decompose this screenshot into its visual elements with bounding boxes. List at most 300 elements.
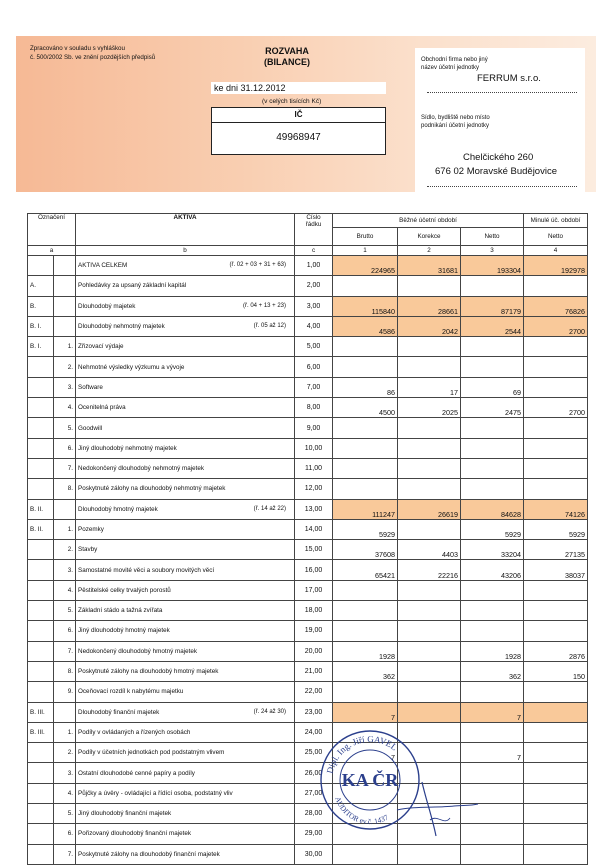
row-number: 10,00	[295, 438, 333, 458]
row-number: 18,00	[295, 601, 333, 621]
row-item-number	[54, 296, 76, 316]
row-label	[76, 296, 295, 316]
row-item-number: 6.	[54, 824, 76, 844]
row-label	[76, 540, 295, 560]
row-number: 22,00	[295, 682, 333, 702]
row-netto-prev	[524, 763, 588, 783]
row-korekce: 2042	[398, 316, 461, 336]
row-name: Podíly v účetních jednotkách pod podstatným vlivem	[78, 749, 225, 757]
row-label	[76, 276, 295, 296]
firm-name-label	[421, 56, 488, 72]
row-brutto	[333, 276, 398, 296]
row-korekce	[398, 621, 461, 641]
row-item-number: 3.	[54, 560, 76, 580]
row-label	[76, 398, 295, 418]
row-label	[76, 418, 295, 438]
row-label	[76, 763, 295, 783]
row-name: Zřizovací výdaje	[78, 343, 124, 351]
table-row	[28, 438, 588, 458]
row-netto-prev: 2700	[524, 398, 588, 418]
row-name: Dlouhodobý hmotný majetek	[78, 505, 158, 513]
table-row	[28, 560, 588, 580]
row-netto-prev	[524, 377, 588, 397]
row-name: Samostatné movité věci a soubory movitých věcí	[78, 566, 215, 574]
row-netto-prev	[524, 580, 588, 600]
row-number: 21,00	[295, 661, 333, 681]
row-code	[28, 763, 54, 783]
row-number: 26,00	[295, 763, 333, 783]
row-label	[76, 256, 295, 276]
row-netto	[461, 418, 524, 438]
row-korekce	[398, 276, 461, 296]
row-netto	[461, 357, 524, 377]
row-code	[28, 418, 54, 438]
row-code	[28, 661, 54, 681]
row-korekce	[398, 438, 461, 458]
row-item-number: 3.	[54, 377, 76, 397]
row-item-number: 5.	[54, 418, 76, 438]
row-netto	[461, 682, 524, 702]
row-item-number: 2.	[54, 357, 76, 377]
col-korekce-header: Korekce	[398, 228, 461, 246]
row-item-number: 9.	[54, 682, 76, 702]
row-name: Půjčky a úvěry - ovládající a řídící osoba, podstatný vliv	[78, 789, 233, 797]
row-name: Goodwill	[78, 424, 103, 432]
row-code	[28, 357, 54, 377]
col-cislo-header	[295, 214, 333, 246]
row-label	[76, 316, 295, 336]
row-code	[28, 256, 54, 276]
row-netto	[461, 601, 524, 621]
row-item-number: 4.	[54, 783, 76, 803]
row-number: 4,00	[295, 316, 333, 336]
table-row	[28, 763, 588, 783]
row-brutto	[333, 621, 398, 641]
row-number: 20,00	[295, 641, 333, 661]
row-number: 28,00	[295, 804, 333, 824]
row-name: Stavby	[78, 546, 98, 554]
row-item-number	[54, 256, 76, 276]
row-netto	[461, 580, 524, 600]
row-label	[76, 560, 295, 580]
row-formula: (ř. 24 až 30)	[253, 708, 287, 715]
row-number: 2,00	[295, 276, 333, 296]
row-korekce	[398, 519, 461, 539]
assets-table	[27, 213, 588, 865]
col-3-number: 3	[461, 246, 524, 256]
row-brutto	[333, 580, 398, 600]
row-brutto	[333, 844, 398, 864]
row-label	[76, 499, 295, 519]
firm-name-dotted-line	[427, 92, 577, 93]
regulation-note-line-2: č. 500/2002 Sb. ve znění pozdějších předpisů	[30, 54, 156, 61]
table-row	[28, 499, 588, 519]
row-code: B. I.	[28, 337, 54, 357]
row-brutto: 224965	[333, 256, 398, 276]
row-item-number: 3.	[54, 763, 76, 783]
row-label	[76, 357, 295, 377]
row-code	[28, 824, 54, 844]
table-row	[28, 601, 588, 621]
row-netto-prev	[524, 438, 588, 458]
col-4-number: 4	[524, 246, 588, 256]
row-item-number: 6.	[54, 438, 76, 458]
row-korekce	[398, 601, 461, 621]
row-number: 16,00	[295, 560, 333, 580]
row-brutto: 1928	[333, 641, 398, 661]
row-netto-prev	[524, 824, 588, 844]
firm-seat-label-line-1: Sídlo, bydliště nebo místo	[421, 115, 490, 121]
row-netto-prev	[524, 601, 588, 621]
row-item-number: 7.	[54, 641, 76, 661]
row-korekce	[398, 702, 461, 722]
table-row	[28, 661, 588, 681]
row-netto-prev: 150	[524, 661, 588, 681]
row-name: Pěstitelské celky trvalých porostů	[78, 586, 171, 594]
table-row	[28, 743, 588, 763]
row-name: Nehmotné výsledky výzkumu a vývoje	[78, 363, 185, 371]
title-line-2: (BILANCE)	[264, 57, 310, 67]
row-label	[76, 682, 295, 702]
table-row	[28, 722, 588, 742]
regulation-note-line-1: Zpracováno v souladu s vyhláškou	[30, 45, 125, 52]
row-korekce: 2025	[398, 398, 461, 418]
table-row	[28, 418, 588, 438]
table-row	[28, 783, 588, 803]
row-netto	[461, 621, 524, 641]
row-netto-prev: 5929	[524, 519, 588, 539]
row-number: 27,00	[295, 783, 333, 803]
row-netto-prev: 27135	[524, 540, 588, 560]
row-label	[76, 601, 295, 621]
row-name: Poskytnuté zálohy na dlouhodobý hmotný majetek	[78, 668, 219, 676]
row-brutto	[333, 682, 398, 702]
row-code: B. II.	[28, 499, 54, 519]
row-korekce	[398, 479, 461, 499]
row-label	[76, 641, 295, 661]
firm-name-label-line-1: Obchodní firma nebo jiný	[421, 57, 488, 63]
row-number: 5,00	[295, 337, 333, 357]
table-body	[28, 256, 588, 865]
row-label	[76, 804, 295, 824]
table-row	[28, 519, 588, 539]
row-code	[28, 560, 54, 580]
table-row	[28, 540, 588, 560]
firm-info-box	[415, 48, 585, 196]
row-netto-prev	[524, 337, 588, 357]
row-brutto	[333, 357, 398, 377]
row-number: 13,00	[295, 499, 333, 519]
row-number: 1,00	[295, 256, 333, 276]
row-netto: 43206	[461, 560, 524, 580]
title-line-1: ROZVAHA	[265, 46, 309, 56]
row-netto-prev	[524, 621, 588, 641]
row-item-number: 5.	[54, 804, 76, 824]
row-netto-prev	[524, 844, 588, 864]
firm-name: FERRUM s.r.o.	[477, 73, 541, 84]
row-netto-prev	[524, 357, 588, 377]
firm-seat-label	[421, 114, 490, 130]
row-netto-prev: 192978	[524, 256, 588, 276]
row-label	[76, 621, 295, 641]
row-label	[76, 377, 295, 397]
row-brutto: 362	[333, 661, 398, 681]
row-name: Poskytnuté zálohy na dlouhodobý nehmotný majetek	[78, 485, 226, 493]
row-netto	[461, 479, 524, 499]
row-code	[28, 438, 54, 458]
row-label	[76, 479, 295, 499]
table-row	[28, 316, 588, 336]
row-netto: 2544	[461, 316, 524, 336]
row-netto	[461, 438, 524, 458]
row-name: Dlouhodobý majetek	[78, 302, 136, 310]
row-netto-prev	[524, 743, 588, 763]
row-brutto: 37608	[333, 540, 398, 560]
row-netto: 33204	[461, 540, 524, 560]
row-name: Dlouhodobý finanční majetek	[78, 708, 160, 716]
col-aktiva-header: AKTIVA	[76, 214, 295, 246]
row-item-number: 2.	[54, 743, 76, 763]
table-row	[28, 357, 588, 377]
row-name: Pozemky	[78, 526, 104, 533]
row-brutto	[333, 601, 398, 621]
row-korekce: 26619	[398, 499, 461, 519]
firm-name-label-line-2: název účetní jednotky	[421, 65, 480, 71]
table-row	[28, 377, 588, 397]
row-number: 8,00	[295, 398, 333, 418]
row-korekce	[398, 337, 461, 357]
row-korekce	[398, 580, 461, 600]
col-2-number: 2	[398, 246, 461, 256]
row-code	[28, 743, 54, 763]
table-row	[28, 702, 588, 722]
row-code	[28, 621, 54, 641]
row-netto: 87179	[461, 296, 524, 316]
row-number: 19,00	[295, 621, 333, 641]
stamp-name: Dipl. Ing. Jiří GAVEL	[324, 733, 400, 775]
row-label	[76, 783, 295, 803]
row-brutto: 86	[333, 377, 398, 397]
row-netto-prev	[524, 682, 588, 702]
row-korekce	[398, 844, 461, 864]
row-code	[28, 804, 54, 824]
row-name: Základní stádo a tažná zvířata	[78, 607, 163, 615]
ic-label: IČ	[212, 108, 385, 123]
col-brutto-header: Brutto	[333, 228, 398, 246]
row-item-number	[54, 499, 76, 519]
table-row	[28, 479, 588, 499]
row-number: 23,00	[295, 702, 333, 722]
col-minule-header: Minulé úč. období	[524, 214, 588, 228]
row-code: B. I.	[28, 316, 54, 336]
regulation-note	[30, 44, 155, 62]
row-brutto: 4586	[333, 316, 398, 336]
row-code	[28, 377, 54, 397]
row-netto	[461, 844, 524, 864]
table-row	[28, 276, 588, 296]
row-netto: 84628	[461, 499, 524, 519]
row-name: Jiný dlouhodobý nehmotný majetek	[78, 444, 177, 452]
row-number: 6,00	[295, 357, 333, 377]
row-netto	[461, 722, 524, 742]
row-code	[28, 641, 54, 661]
row-netto: 7	[461, 702, 524, 722]
row-code	[28, 682, 54, 702]
table-row	[28, 682, 588, 702]
row-number: 24,00	[295, 722, 333, 742]
row-code	[28, 479, 54, 499]
row-number: 30,00	[295, 844, 333, 864]
row-korekce: 4403	[398, 540, 461, 560]
table-row	[28, 804, 588, 824]
firm-seat-label-line-2: podnikání účetní jednotky	[421, 123, 490, 129]
row-number: 25,00	[295, 743, 333, 763]
row-netto-prev: 38037	[524, 560, 588, 580]
table-row	[28, 337, 588, 357]
row-netto-prev	[524, 418, 588, 438]
ic-value: 49968947	[276, 132, 321, 143]
firm-city: 676 02 Moravské Budějovice	[435, 166, 557, 177]
row-formula: (ř. 02 + 03 + 31 + 63)	[229, 262, 287, 269]
row-brutto	[333, 479, 398, 499]
row-code	[28, 601, 54, 621]
table-row	[28, 641, 588, 661]
row-label	[76, 661, 295, 681]
firm-street: Chelčického 260	[463, 152, 534, 163]
table-row	[28, 580, 588, 600]
row-number: 12,00	[295, 479, 333, 499]
row-code: B. III.	[28, 702, 54, 722]
row-netto	[461, 337, 524, 357]
row-name: Podíly v ovládaných a řízených osobách	[78, 728, 191, 736]
col-netto-header: Netto	[461, 228, 524, 246]
row-item-number: 4.	[54, 580, 76, 600]
table-row	[28, 256, 588, 276]
row-korekce	[398, 641, 461, 661]
row-brutto: 4500	[333, 398, 398, 418]
row-brutto	[333, 458, 398, 478]
row-number: 14,00	[295, 519, 333, 539]
row-name: Oceňovací rozdíl k nabytému majetku	[78, 688, 184, 696]
row-formula: (ř. 14 až 22)	[253, 505, 287, 512]
ic-box	[211, 107, 386, 155]
col-1-number: 1	[333, 246, 398, 256]
units-note: (v celých tisících Kč)	[262, 98, 322, 105]
stamp-auditor: AUDITOR ev.č. 1437	[333, 795, 390, 827]
row-item-number: 5.	[54, 601, 76, 621]
col-cislo-header-line-1: Číslo	[306, 214, 321, 221]
row-korekce: 17	[398, 377, 461, 397]
table-header-row-1	[28, 214, 588, 228]
row-brutto: 7	[333, 702, 398, 722]
row-netto-prev	[524, 722, 588, 742]
row-number: 9,00	[295, 418, 333, 438]
row-code	[28, 540, 54, 560]
row-number: 29,00	[295, 824, 333, 844]
row-name: Nedokončený dlouhodobý hmotný majetek	[78, 647, 198, 655]
row-label	[76, 580, 295, 600]
row-korekce	[398, 357, 461, 377]
row-netto: 7	[461, 743, 524, 763]
row-name: Ostatní dlouhodobé cenné papíry a podíly	[78, 769, 195, 777]
row-name: Jiný dlouhodobý hmotný majetek	[78, 627, 170, 635]
row-name: Pořizovaný dlouhodobý finanční majetek	[78, 830, 192, 838]
col-b-letter: b	[76, 246, 295, 256]
col-bezne-header: Běžné účetní období	[333, 214, 524, 228]
row-item-number: 8.	[54, 479, 76, 499]
firm-seat-dotted-line	[427, 186, 577, 187]
row-korekce: 31681	[398, 256, 461, 276]
row-item-number: 7.	[54, 458, 76, 478]
row-brutto: 115840	[333, 296, 398, 316]
row-brutto	[333, 418, 398, 438]
row-korekce	[398, 661, 461, 681]
row-name: Jiný dlouhodobý finanční majetek	[78, 810, 172, 818]
row-netto-prev	[524, 458, 588, 478]
table-row	[28, 824, 588, 844]
row-name: AKTIVA CELKEM	[78, 262, 128, 270]
row-brutto: 65421	[333, 560, 398, 580]
row-item-number	[54, 276, 76, 296]
row-netto-prev	[524, 276, 588, 296]
table-row	[28, 296, 588, 316]
row-netto-prev	[524, 479, 588, 499]
row-number: 11,00	[295, 458, 333, 478]
row-korekce	[398, 682, 461, 702]
row-item-number: 7.	[54, 844, 76, 864]
table-row	[28, 621, 588, 641]
row-code: A.	[28, 276, 54, 296]
balance-date: ke dni 31.12.2012	[211, 82, 386, 94]
row-brutto: 5929	[333, 519, 398, 539]
col-a-letter: a	[28, 246, 76, 256]
table-row	[28, 458, 588, 478]
row-name: Pohledávky za upsaný základní kapitál	[78, 282, 187, 290]
row-netto-prev	[524, 783, 588, 803]
row-korekce	[398, 418, 461, 438]
row-netto-prev: 2876	[524, 641, 588, 661]
row-code: B.	[28, 296, 54, 316]
row-label	[76, 722, 295, 742]
row-item-number	[54, 316, 76, 336]
row-name: Ocenitelná práva	[78, 404, 126, 412]
row-item-number: 6.	[54, 621, 76, 641]
row-label	[76, 844, 295, 864]
row-netto	[461, 276, 524, 296]
row-brutto	[333, 337, 398, 357]
row-code	[28, 783, 54, 803]
row-number: 7,00	[295, 377, 333, 397]
row-name: Nedokončený dlouhodobý nehmotný majetek	[78, 465, 205, 473]
row-formula: (ř. 05 až 12)	[253, 323, 287, 330]
handwritten-signature	[392, 776, 482, 840]
row-label	[76, 438, 295, 458]
row-item-number: 1.	[54, 519, 76, 539]
row-label	[76, 337, 295, 357]
table-row	[28, 844, 588, 864]
document-title	[232, 46, 342, 68]
row-number: 3,00	[295, 296, 333, 316]
table-header-row-3	[28, 246, 588, 256]
row-netto: 1928	[461, 641, 524, 661]
row-code: B. II.	[28, 519, 54, 539]
row-netto-prev: 74126	[524, 499, 588, 519]
row-netto: 193304	[461, 256, 524, 276]
row-netto-prev	[524, 702, 588, 722]
row-name: Dlouhodobý nehmotný majetek	[78, 323, 165, 331]
row-netto: 2475	[461, 398, 524, 418]
stamp-logo: KA ČR	[341, 770, 399, 790]
